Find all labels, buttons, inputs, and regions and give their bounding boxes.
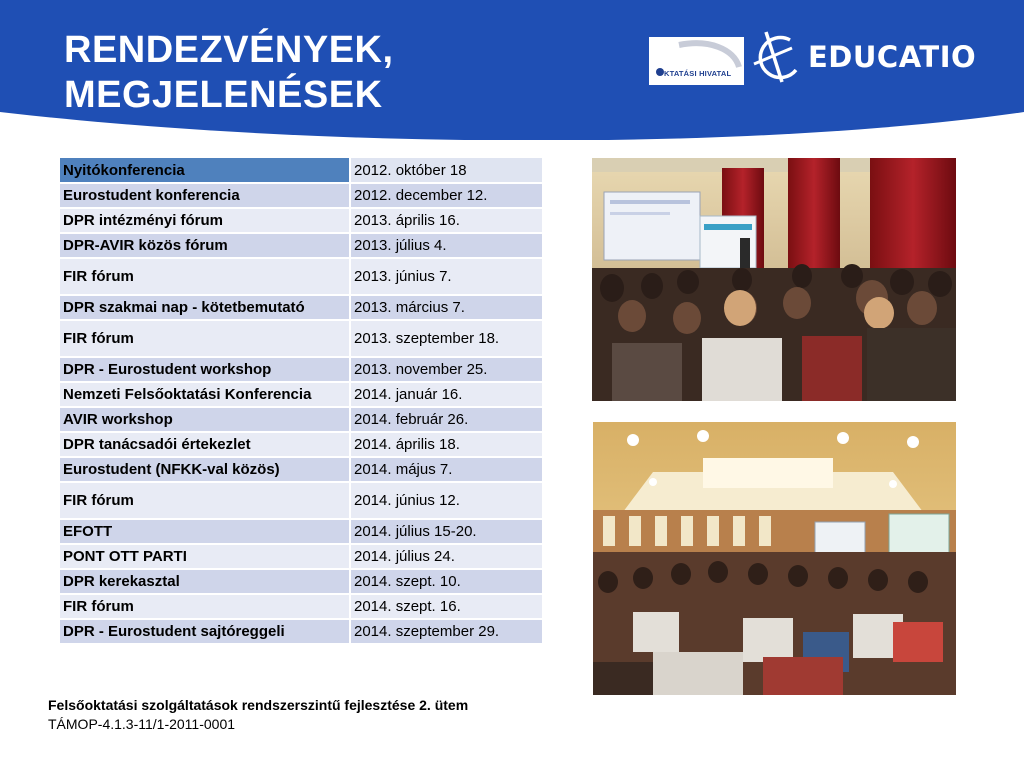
educatio-emblem-icon: [752, 30, 808, 86]
event-name: Nyitókonferencia: [60, 158, 350, 183]
event-date: 2014. január 16.: [350, 382, 543, 407]
event-name: DPR szakmai nap - kötetbemutató: [60, 295, 350, 320]
event-date: 2014. július 15-20.: [350, 519, 543, 544]
table-row: [60, 544, 543, 569]
event-name: DPR kerekasztal: [60, 569, 350, 594]
footer-project-title: Felsőoktatási szolgáltatások rendszerszintű fejlesztése 2. ütem: [48, 697, 469, 713]
event-name: PONT OTT PARTI: [60, 544, 350, 569]
event-date: 2014. február 26.: [350, 407, 543, 432]
event-date: 2013. március 7.: [350, 295, 543, 320]
event-date: 2013. november 25.: [350, 357, 543, 382]
table-row: [60, 482, 543, 519]
event-date: 2012. december 12.: [350, 183, 543, 208]
event-date: 2014. június 12.: [350, 482, 543, 519]
title-line-2: MEGJELENÉSEK: [64, 74, 383, 116]
table-row: [60, 619, 543, 644]
event-name: EFOTT: [60, 519, 350, 544]
educatio-logo: [752, 30, 977, 86]
event-name: FIR fórum: [60, 594, 350, 619]
table-row: [60, 594, 543, 619]
title-line-1: RENDEZVÉNYEK,: [64, 29, 394, 71]
table-row: [60, 158, 543, 183]
event-date: 2014. április 18.: [350, 432, 543, 457]
table-row: [60, 357, 543, 382]
event-name: FIR fórum: [60, 320, 350, 357]
table-row: [60, 457, 543, 482]
event-name: DPR-AVIR közös fórum: [60, 233, 350, 258]
event-name: Eurostudent (NFKK-val közös): [60, 457, 350, 482]
event-date: 2013. szeptember 18.: [350, 320, 543, 357]
header-banner: [0, 0, 1024, 140]
event-date: 2013. július 4.: [350, 233, 543, 258]
event-name: DPR - Eurostudent sajtóreggeli: [60, 619, 350, 644]
event-name: FIR fórum: [60, 258, 350, 295]
oktatasi-hivatal-logo: [649, 37, 744, 85]
table-row: [60, 407, 543, 432]
footer-project-code: TÁMOP-4.1.3-11/1-2011-0001: [48, 716, 236, 732]
event-date: 2014. szept. 10.: [350, 569, 543, 594]
event-name: Eurostudent konferencia: [60, 183, 350, 208]
oktatasi-hivatal-logo-text: KTATÁSI HIVATAL: [664, 69, 732, 78]
event-name: DPR tanácsadói értekezlet: [60, 432, 350, 457]
table-row: [60, 258, 543, 295]
table-row: [60, 183, 543, 208]
table-row: [60, 320, 543, 357]
event-date: 2014. július 24.: [350, 544, 543, 569]
conference-photo-1: [592, 158, 956, 401]
conference-photo-2: [593, 422, 956, 695]
table-row: [60, 233, 543, 258]
event-name: DPR - Eurostudent workshop: [60, 357, 350, 382]
event-name: AVIR workshop: [60, 407, 350, 432]
table-row: [60, 382, 543, 407]
table-row: [60, 295, 543, 320]
page-title: [64, 28, 394, 118]
table-row: [60, 569, 543, 594]
table-row: [60, 432, 543, 457]
event-name: Nemzeti Felsőoktatási Konferencia: [60, 382, 350, 407]
event-date: 2014. szeptember 29.: [350, 619, 543, 644]
table-row: [60, 208, 543, 233]
conference-photo-2-image: [593, 422, 956, 695]
table-row: [60, 519, 543, 544]
conference-photo-1-image: [592, 158, 956, 401]
educatio-logo-text: EDUCATIO: [808, 40, 977, 74]
event-name: FIR fórum: [60, 482, 350, 519]
event-date: 2014. május 7.: [350, 457, 543, 482]
events-table: [60, 158, 544, 645]
event-date: 2013. április 16.: [350, 208, 543, 233]
event-name: DPR intézményi fórum: [60, 208, 350, 233]
event-date: 2013. június 7.: [350, 258, 543, 295]
event-date: 2014. szept. 16.: [350, 594, 543, 619]
event-date: 2012. október 18: [350, 158, 543, 183]
